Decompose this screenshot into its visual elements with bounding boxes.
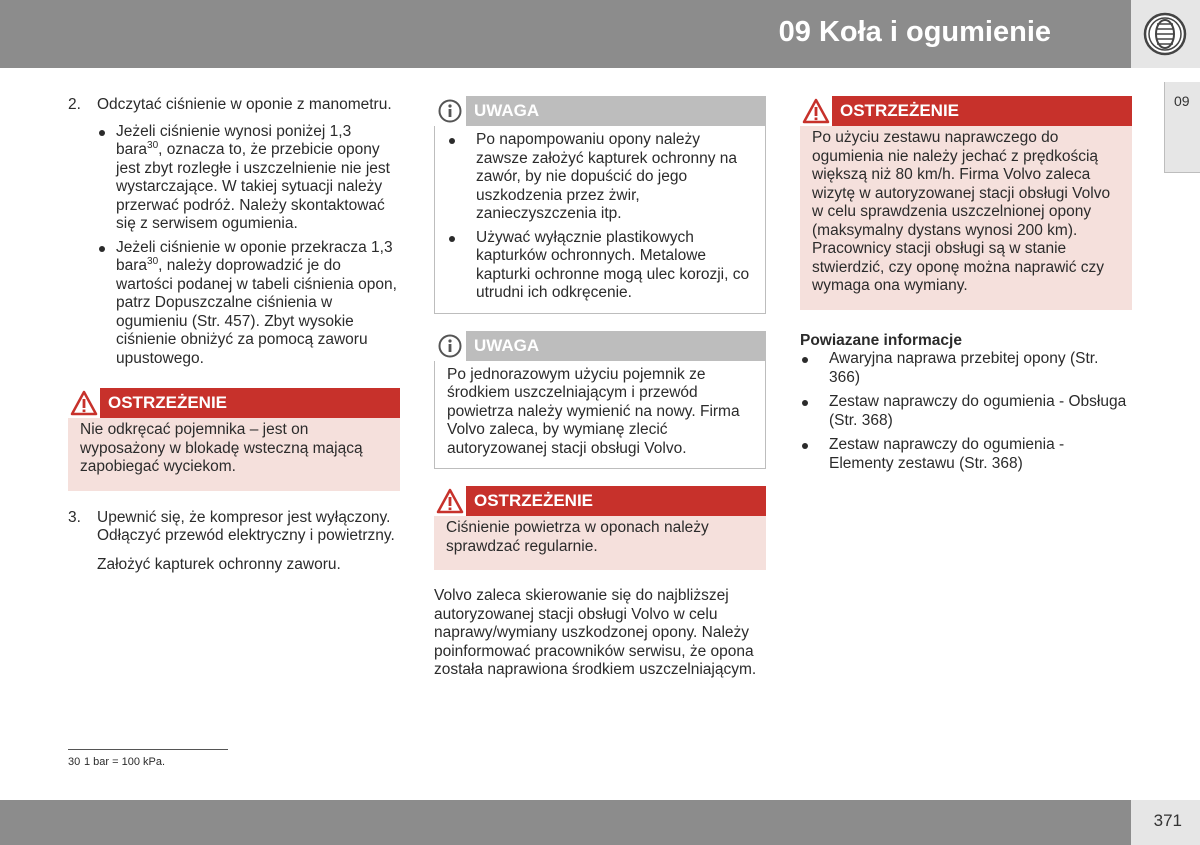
footnote-ref: 30 (147, 256, 159, 267)
note-box (434, 331, 766, 470)
warning-text: Po użyciu zestawu naprawczego do ogumienia nie należy jechać z prędkością większą niż 80 km/h. Firma Volvo zaleca wizytę w autoryzowanej stacji obsługi Volvo w celu sprawdzenia uszczelnionej opony (maksymalny dystans wynosi 200 km). Pracownicy stacji obsługi są w stanie stwierdzić, czy oponę można naprawić czy wymaga ona wymiany. (812, 129, 1111, 294)
warning-triangle-icon (436, 488, 464, 514)
header-bar (0, 0, 1131, 68)
footnote (68, 756, 165, 769)
note-header (434, 96, 766, 126)
note-body (434, 361, 766, 470)
warning-triangle-icon (802, 98, 830, 124)
step-text: Odczytać ciśnienie w oponie z manometru. (97, 96, 392, 113)
page-number-box (1131, 800, 1200, 845)
warning-text: Nie odkręcać pojemnika – jest on wyposażony w blokadę wsteczną mającą zapobiegać wyciekom. (80, 421, 363, 475)
column-middle (434, 96, 766, 680)
note-title: UWAGA (474, 101, 540, 120)
note-header (434, 331, 766, 361)
footer-bar (0, 800, 1131, 845)
step-number: 3. (68, 508, 81, 526)
step-number: 2. (68, 96, 81, 113)
note-body (434, 126, 766, 314)
warning-body (68, 418, 400, 491)
list-item: Używać wyłącznie plastikowych kapturków ochronnych. Metalowe kapturki ochronne mogą ulec korozji, co utrudni ich odkręcenie. (447, 229, 753, 303)
tire-icon (1143, 12, 1187, 56)
warning-text: Ciśnienie powietrza w oponach należy sprawdzać regularnie. (446, 519, 709, 555)
column-right (800, 96, 1132, 473)
warning-title: OSTRZEŻENIE (840, 101, 960, 120)
list-item: Po napompowaniu opony należy zawsze założyć kapturek ochronny na zawór, by nie dopuścić do jego uszkodzenia przez żwir, zanieczyszczenia itp. (447, 131, 753, 224)
warning-title: OSTRZEŻENIE (108, 393, 228, 412)
info-icon (438, 334, 462, 358)
note-text: Po jednorazowym użyciu pojemnik ze środkiem uszczelniającym i przewód powietrza należy wymienić na nowy. Firma Volvo zaleca, by wymianę zlecić autoryzowanej stacji obsługi Volvo. (447, 365, 740, 457)
warning-body (800, 126, 1132, 310)
step-text: Upewnić się, że kompresor jest wyłączony. Odłączyć przewód elektryczny i powietrzny. (97, 508, 395, 544)
column-left (68, 96, 400, 574)
footnote-text: 1 bar = 100 kPa. (84, 756, 166, 768)
step-3 (68, 509, 400, 575)
footnote-divider (68, 749, 228, 750)
footnote-number: 30 (68, 756, 81, 768)
related-link[interactable]: Awaryjna naprawa przebitej opony (Str. 366) (800, 350, 1132, 387)
chapter-title: 09 Koła i ogumienie (778, 16, 1051, 48)
related-link[interactable]: Zestaw naprawczy do ogumienia - Elementy zestawu (Str. 368) (800, 436, 1132, 473)
warning-body (434, 516, 766, 570)
related-info-title: Powiazane informacje (800, 331, 962, 349)
step-extra-text: Założyć kapturek ochronny zaworu. (97, 555, 341, 573)
body-paragraph: Volvo zaleca skierowanie się do najbliższej autoryzowanej stacji obsługi Volvo w celu naprawy/wymiany uszkodzonej opony. Należy poinformować pracowników serwisu, że opona została naprawiona środkiem uszczelniającym. (434, 587, 757, 678)
warning-box (800, 96, 1132, 310)
note-title: UWAGA (474, 335, 540, 355)
related-links-list (800, 350, 1132, 473)
warning-box (68, 388, 400, 491)
warning-box (434, 486, 766, 570)
bullet-list (97, 123, 400, 369)
list-item: Jeżeli ciśnienie w oponie przekracza 1,3 bara$^{30}$, należy doprowadzić je do wartości podanej w tabeli ciśnienia opon, patrz Dopuszczalne ciśnienia w ogumieniu (Str. 457). Zbyt wysokie ciśnienie obniżyć za pomocą zaworu upustowego. (97, 239, 400, 369)
page-number: 371 (1153, 811, 1182, 830)
footnote-ref: 30 (147, 140, 159, 151)
warning-header (434, 486, 766, 516)
chapter-side-tab (1164, 82, 1200, 173)
info-icon (438, 99, 462, 123)
warning-title: OSTRZEŻENIE (474, 491, 594, 510)
warning-header (800, 96, 1132, 126)
step-2 (68, 96, 400, 368)
list-item: Jeżeli ciśnienie wynosi poniżej 1,3 bara$^{30}$, oznacza to, że przebicie opony jest zbyt rozległe i uszczelnienie nie jest wystarczające. W takiej sytuacji należy przerwać podróż. Należy skontaktować się z serwisem ogumienia. (97, 123, 400, 234)
warning-triangle-icon (70, 390, 98, 416)
note-box (434, 96, 766, 314)
related-link[interactable]: Zestaw naprawczy do ogumienia - Obsługa (Str. 368) (800, 393, 1132, 430)
chapter-icon-box (1131, 0, 1200, 68)
bullet-list (447, 131, 753, 303)
side-tab-label: 09 (1174, 93, 1190, 109)
warning-header (68, 388, 400, 418)
